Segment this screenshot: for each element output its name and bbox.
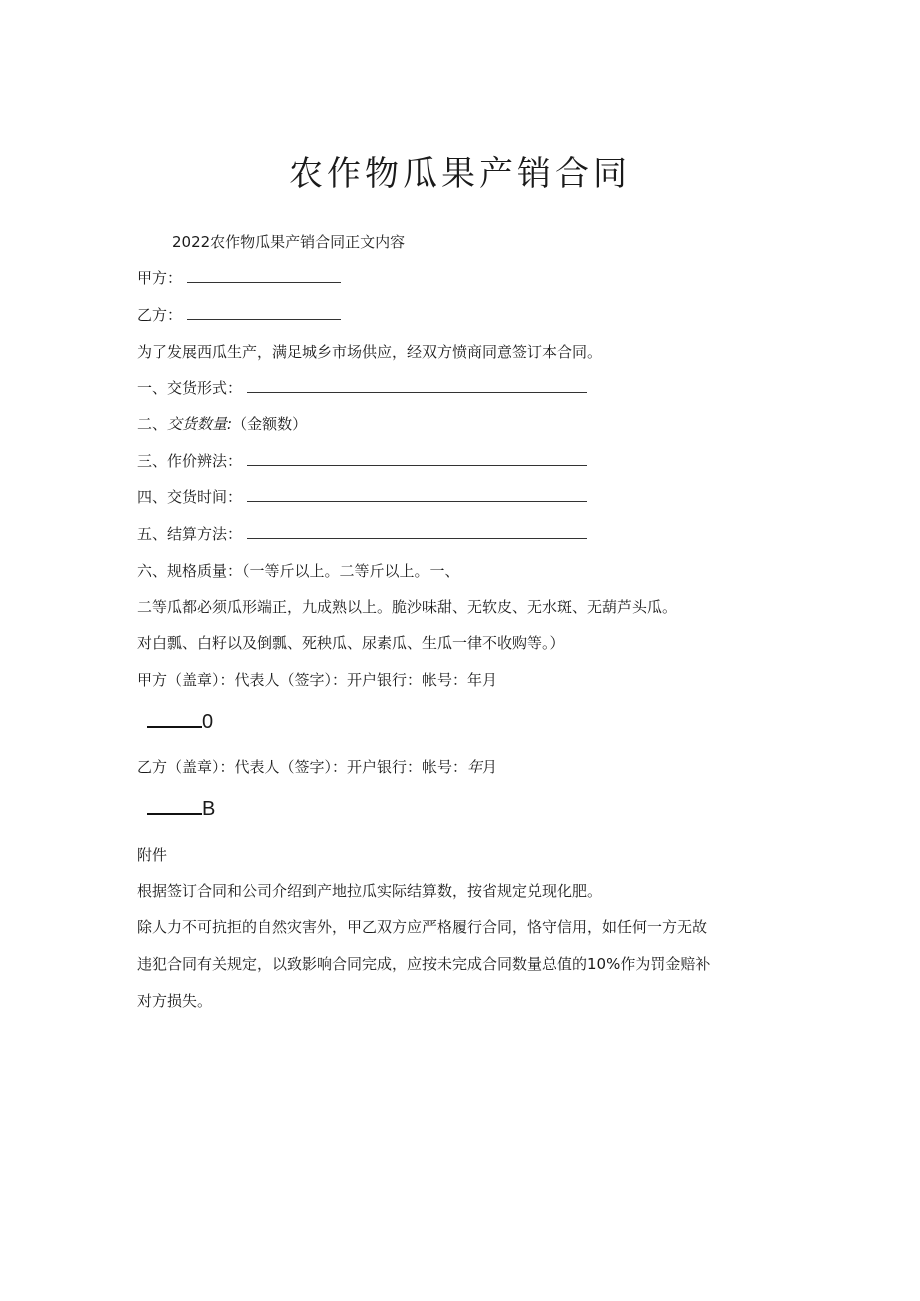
clause-pricing-blank bbox=[247, 451, 587, 466]
clause-delivery-form-label: 一、交货形式： bbox=[137, 379, 243, 397]
signature-party-b-mark: B bbox=[202, 798, 216, 820]
clause-settlement bbox=[137, 524, 587, 544]
clause-delivery-time-label: 四、交货时间： bbox=[137, 488, 243, 506]
signature-party-a-mark-row bbox=[147, 708, 213, 734]
clause-quality-line2: 二等瓜都必须瓜形端正，九成熟以上。脆沙味甜、无软皮、无水斑、无葫芦头瓜。 bbox=[137, 598, 678, 616]
signature-party-a-mark: 0 bbox=[202, 711, 214, 733]
signature-party-b bbox=[137, 757, 497, 777]
clause-pricing bbox=[137, 451, 587, 471]
signature-party-b-mark-row bbox=[147, 795, 215, 821]
document-subtitle: 2022农作物瓜果产销合同正文内容 bbox=[172, 233, 406, 251]
party-b-label: 乙方： bbox=[137, 306, 183, 324]
signature-party-a-rule bbox=[147, 708, 202, 728]
document-title: 农作物瓜果产销合同 bbox=[289, 154, 631, 194]
clause-delivery-quantity bbox=[137, 414, 307, 434]
clause-delivery-time-blank bbox=[247, 487, 587, 502]
clause-settlement-label: 五、结算方法： bbox=[137, 525, 243, 543]
signature-party-b-year: 年 bbox=[467, 758, 483, 776]
party-b-blank bbox=[187, 305, 341, 320]
party-a-label: 甲方： bbox=[137, 269, 183, 287]
signature-party-a: 甲方（盖章）：代表人（签字）：开户银行：帐号：年月 bbox=[137, 671, 498, 689]
appendix-line-1: 根据签订合同和公司介绍到产地拉瓜实际结算数，按省规定兑现化肥。 bbox=[137, 882, 603, 900]
appendix-line-4: 对方损失。 bbox=[137, 992, 213, 1010]
appendix-line-3: 违犯合同有关规定，以致影响合同完成，应按未完成合同数量总值的10%作为罚金赔补 bbox=[137, 955, 711, 973]
clause-delivery-form-blank bbox=[247, 378, 587, 393]
party-a-row bbox=[137, 268, 341, 288]
appendix-heading: 附件 bbox=[137, 846, 168, 864]
clause-delivery-quantity-note: （金额数） bbox=[232, 415, 308, 433]
clause-delivery-time bbox=[137, 487, 587, 507]
appendix-line-2: 除人力不可抗拒的自然灾害外，甲乙双方应严格履行合同，恪守信用，如任何一方无故 bbox=[137, 918, 708, 936]
clause-quality-line1: 六、规格质量：（一等斤以上。二等斤以上。一、 bbox=[137, 562, 460, 580]
signature-party-b-month: 月 bbox=[482, 758, 498, 776]
intro-paragraph: 为了发展西瓜生产，满足城乡市场供应，经双方愤商同意签订本合同。 bbox=[137, 343, 603, 361]
signature-party-b-rule bbox=[147, 795, 202, 815]
party-a-blank bbox=[187, 268, 341, 283]
clause-delivery-quantity-num: 二、 bbox=[137, 415, 168, 433]
signature-party-b-text: 乙方（盖章）：代表人（签字）：开户银行：帐号： bbox=[137, 758, 468, 776]
clause-delivery-quantity-label: 交货数量: bbox=[167, 415, 233, 433]
clause-quality-line3: 对白瓢、白籽以及倒瓢、死秧瓜、尿素瓜、生瓜一律不收购等。） bbox=[137, 634, 565, 652]
clause-pricing-label: 三、作价辨法： bbox=[137, 452, 243, 470]
clause-settlement-blank bbox=[247, 524, 587, 539]
clause-delivery-form bbox=[137, 378, 587, 398]
party-b-row bbox=[137, 305, 341, 325]
